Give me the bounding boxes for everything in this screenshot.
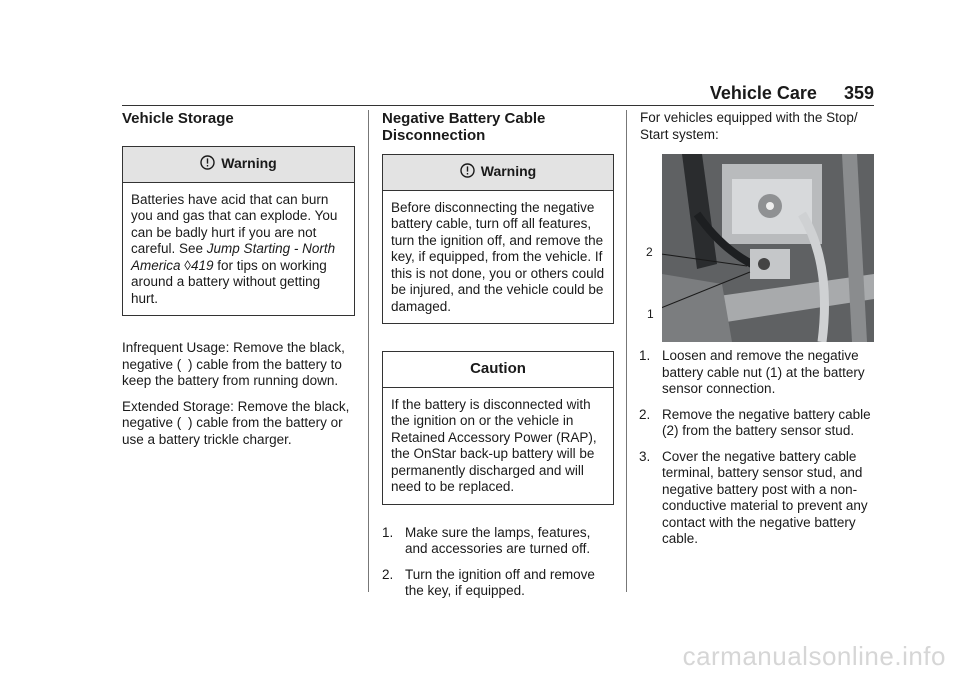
- warning-header: [123, 147, 354, 183]
- page-reference[interactable]: 419: [190, 257, 214, 273]
- column-divider-2: [626, 110, 627, 592]
- list-item: 2. Remove the negative battery cable (2) from the battery sensor stud.: [639, 406, 871, 438]
- warning-body-2: Before disconnecting the negative battery cable, turn off all features, turn the ignition off, and remove the key, if equipped, from the vehicle. If this is not done, you or others could be injured, and the vehicle could be damaged.: [391, 199, 605, 314]
- paragraph-infrequent-usage: Infrequent Usage: Remove the black, negative ( ) cable from the battery to keep the battery from running down.: [122, 340, 345, 388]
- list-item: 1. Make sure the lamps, features, and accessories are turned off.: [382, 524, 591, 556]
- warning-body: [123, 183, 354, 316]
- stop-start-intro: For vehicles equipped with the Stop/ Start system:: [640, 110, 858, 142]
- column-1: [122, 110, 355, 457]
- warning-icon: [460, 163, 475, 182]
- list-item: 3. Cover the negative battery cable terminal, battery sensor stud, and negative battery post with a non-conductive material to prevent any contact with the negative battery cable.: [639, 448, 868, 546]
- watermark: carmanualsonline.info: [682, 641, 946, 671]
- list-item: 1. Loosen and remove the negative battery cable nut (1) at the battery sensor connection.: [639, 348, 865, 396]
- section-title: Vehicle Care: [709, 83, 817, 103]
- list-item: 2. Turn the ignition off and remove the key, if equipped.: [382, 566, 595, 598]
- warning-header-2: [383, 155, 613, 191]
- paragraph-extended-storage: Extended Storage: Remove the black, negative ( ) cable from the battery or use a battery trickle charger.: [122, 398, 350, 447]
- section-heading-negative-cable: Negative Battery Cable Disconnection: [382, 110, 546, 144]
- stop-start-steps: [639, 348, 876, 548]
- warning-title: Warning: [221, 155, 277, 171]
- warning-box-2: [382, 154, 614, 324]
- warning-text-end: for tips on working around a battery without getting hurt.: [131, 257, 327, 306]
- column-divider-1: [368, 110, 369, 592]
- header-rule: [122, 105, 874, 106]
- steps-list: [382, 525, 614, 600]
- section-heading-vehicle-storage: Vehicle Storage: [122, 110, 234, 127]
- running-header: [710, 83, 874, 104]
- warning-text: Batteries have acid that can burn you and gas that can explode. You can be badly hurt if you are not careful. See: [131, 191, 338, 256]
- callout-label-2: 2: [646, 245, 653, 259]
- caution-body: If the battery is disconnected with the ignition on or the vehicle in Retained Accessory Power (RAP), the OnStar back-up battery will be permanently discharged and will need to be replaced.: [391, 396, 597, 494]
- warning-box: [122, 146, 355, 316]
- page-ref-icon: ◊: [184, 257, 191, 273]
- battery-illustration: [662, 154, 874, 342]
- caution-box: [382, 351, 614, 505]
- figure-area: [640, 154, 876, 342]
- column-3: [640, 110, 876, 557]
- battery-photo: [662, 154, 874, 342]
- callout-label-1: 1: [647, 307, 654, 321]
- column-2: [382, 110, 614, 609]
- cross-reference-link[interactable]: Jump Starting - North America: [131, 241, 336, 273]
- warning-title-2: Warning: [480, 163, 537, 179]
- caution-header: Caution: [383, 352, 613, 388]
- warning-icon: [200, 155, 215, 174]
- page-number: 359: [843, 83, 874, 103]
